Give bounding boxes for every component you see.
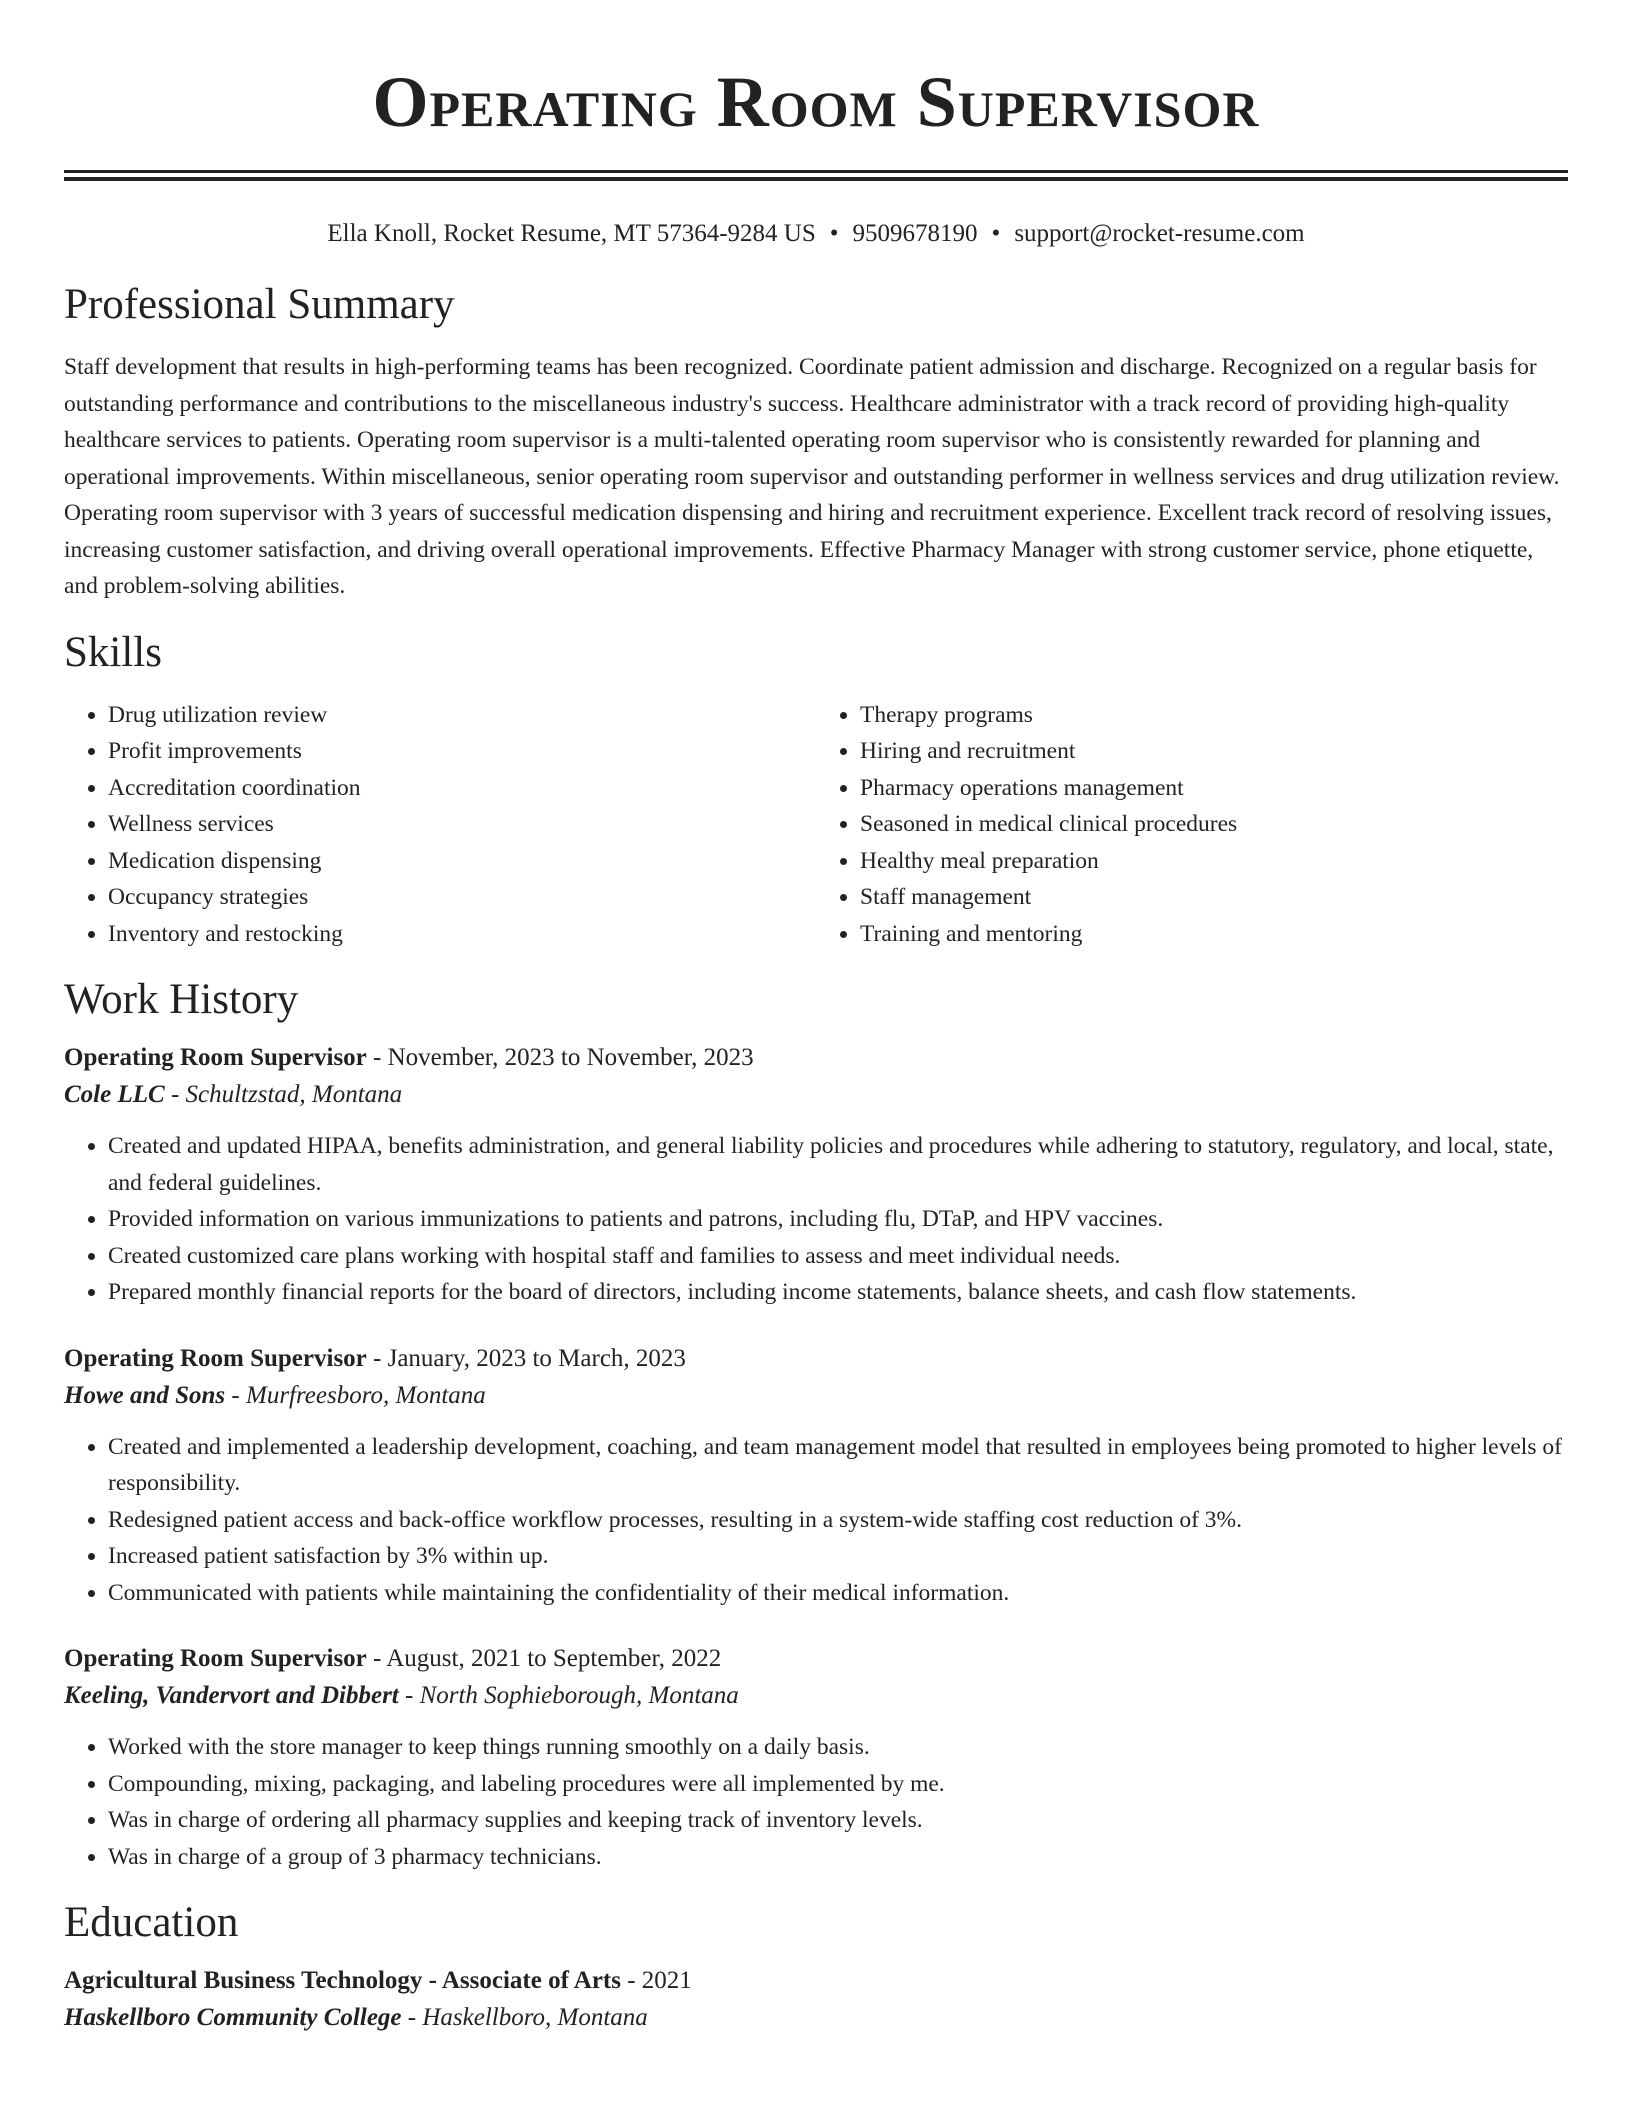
job-company: Howe and Sons	[64, 1381, 226, 1409]
job-entry	[64, 1040, 1568, 1311]
job-header	[64, 1341, 1568, 1377]
job-bullet: • Redesigned patient access and back-office workflow processes, resulting in a system-wide staffing cost reduction of 3%.	[108, 1502, 1568, 1539]
contact-phone: 9509678190	[852, 220, 978, 247]
job-bullets	[64, 1729, 1568, 1875]
job-bullet: • Provided information on various immunizations to patients and patrons, including flu, DTaP, and HPV vaccines.	[108, 1201, 1568, 1238]
job-bullet: • Created and implemented a leadership development, coaching, and team management model that resulted in employees being promoted to higher levels of responsibility.	[108, 1429, 1568, 1502]
skills-heading: Skills	[64, 628, 162, 676]
skill-item: • Profit improvements	[108, 733, 816, 770]
education-degree: Agricultural Business Technology - Associate of Arts	[64, 1967, 621, 1994]
education-year: - 2021	[620, 1967, 692, 1994]
resume-title: Operating Room Supervisor	[372, 62, 1260, 142]
job-employer	[64, 1677, 1568, 1715]
education-school: Haskellboro Community College	[64, 2004, 402, 2031]
summary-section	[64, 279, 1568, 605]
job-bullet: • Worked with the store manager to keep things running smoothly on a daily basis.	[108, 1729, 1568, 1766]
job-entry	[64, 1641, 1568, 1875]
skill-item: • Drug utilization review	[108, 697, 816, 734]
skill-item: • Pharmacy operations management	[860, 770, 1568, 807]
job-bullet: • Created and updated HIPAA, benefits administration, and general liability policies and procedures while adhering to statutory, regulatory, and local, state, and federal guidelines.	[108, 1128, 1568, 1201]
contact-address: Ella Knoll, Rocket Resume, MT 57364-9284 US	[327, 220, 816, 247]
work-history-heading: Work History	[64, 976, 299, 1023]
job-bullet: • Was in charge of ordering all pharmacy supplies and keeping track of inventory levels.	[108, 1802, 1568, 1839]
contact-email: support@rocket-resume.com	[1014, 220, 1305, 247]
skills-columns	[64, 697, 1568, 953]
skill-item: • Hiring and recruitment	[860, 733, 1568, 770]
job-bullet: • Prepared monthly financial reports for the board of directors, including income statements, balance sheets, and cash flow statements.	[108, 1274, 1568, 1311]
job-bullets	[64, 1128, 1568, 1311]
job-bullet: • Created customized care plans working with hospital staff and families to assess and meet individual needs.	[108, 1238, 1568, 1275]
job-entry	[64, 1341, 1568, 1612]
skill-item: • Therapy programs	[860, 697, 1568, 734]
contact-separator: •	[829, 220, 839, 247]
job-dates: - January, 2023 to March, 2023	[366, 1344, 686, 1372]
job-bullet: • Communicated with patients while maintaining the confidentiality of their medical information.	[108, 1575, 1568, 1612]
title-divider	[64, 170, 1568, 181]
job-location: - Schultzstad, Montana	[164, 1081, 403, 1108]
job-employer	[64, 1377, 1568, 1415]
job-employer	[64, 1076, 1568, 1114]
summary-text: Staff development that results in high-performing teams has been recognized. Coordinate patient admission and discharge. Recognized on a regular basis for outstanding performance and contributions to the miscellaneous industry's success. Healthcare administrator with a track record of providing high-quality healthcare services to patients. Operating room supervisor is a multi-talented operating room supervisor who is consistently rewarded for planning and operational improvements. Within miscellaneous, senior operating room supervisor and outstanding performer in wellness services and drug utilization review. Operating room supervisor with 3 years of successful medication dispensing and hiring and recruitment experience. Excellent track record of resolving issues, increasing customer satisfaction, and driving overall operational improvements. Effective Pharmacy Manager with strong customer service, phone etiquette, and problem-solving abilities.	[64, 354, 1560, 599]
job-location: - North Sophieborough, Montana	[398, 1682, 739, 1709]
job-dates: - August, 2021 to September, 2022	[366, 1645, 722, 1672]
skill-item: • Staff management	[860, 879, 1568, 916]
job-company: Keeling, Vandervort and Dibbert	[64, 1682, 399, 1709]
skill-item: • Medication dispensing	[108, 843, 816, 880]
education-heading: Education	[64, 1899, 239, 1946]
education-school-line	[64, 1999, 1568, 2037]
job-dates: - November, 2023 to November, 2023	[366, 1044, 754, 1071]
education-location: - Haskellboro, Montana	[401, 2004, 648, 2031]
job-bullet: • Was in charge of a group of 3 pharmacy technicians.	[108, 1839, 1568, 1876]
job-title: Operating Room Supervisor	[64, 1645, 367, 1672]
job-bullet: • Increased patient satisfaction by 3% within up.	[108, 1538, 1568, 1575]
job-title: Operating Room Supervisor	[64, 1344, 367, 1372]
skill-item: • Inventory and restocking	[108, 916, 816, 953]
job-company: Cole LLC	[64, 1081, 165, 1108]
skill-item: • Occupancy strategies	[108, 879, 816, 916]
skill-item: • Seasoned in medical clinical procedures	[860, 806, 1568, 843]
job-bullets	[64, 1429, 1568, 1612]
job-bullet: • Compounding, mixing, packaging, and labeling procedures were all implemented by me.	[108, 1766, 1568, 1803]
work-history-section	[64, 974, 1568, 1875]
skill-item: • Accreditation coordination	[108, 770, 816, 807]
skill-item: • Healthy meal preparation	[860, 843, 1568, 880]
skills-list-right	[816, 697, 1568, 953]
job-title: Operating Room Supervisor	[64, 1044, 367, 1071]
job-header	[64, 1641, 1568, 1677]
contact-line	[64, 217, 1568, 251]
contact-separator: •	[991, 220, 1001, 247]
skill-item: • Training and mentoring	[860, 916, 1568, 953]
summary-heading: Professional Summary	[64, 281, 455, 328]
skills-list-left	[64, 697, 816, 953]
skill-item: • Wellness services	[108, 806, 816, 843]
job-location: - Murfreesboro, Montana	[225, 1381, 486, 1409]
education-header	[64, 1963, 1568, 1999]
job-header	[64, 1040, 1568, 1076]
education-section	[64, 1897, 1568, 2037]
skills-section	[64, 627, 1568, 953]
